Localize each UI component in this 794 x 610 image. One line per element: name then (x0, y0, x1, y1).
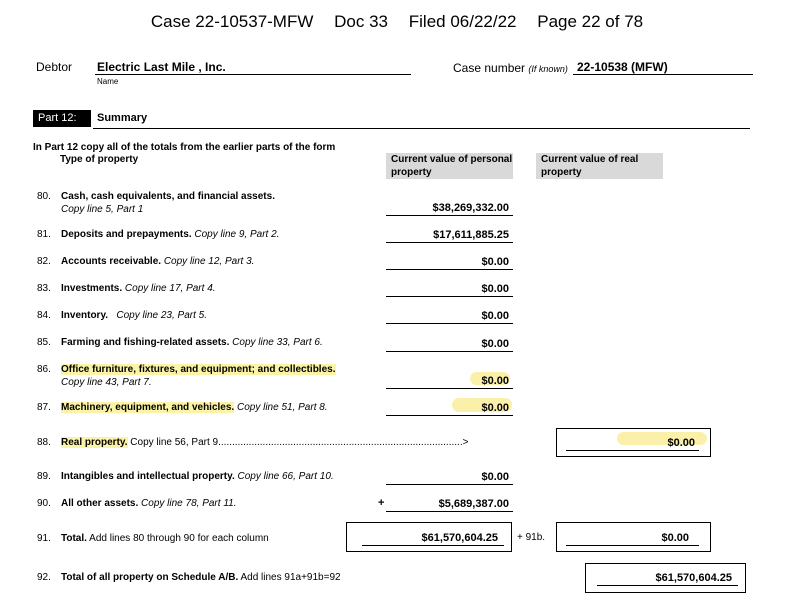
part-title: Summary (97, 112, 148, 124)
row-title: All other assets. (61, 498, 139, 509)
row-84-underline (386, 323, 513, 324)
row-number: 92. (37, 572, 51, 583)
row-number: 81. (37, 229, 51, 240)
grand-total-value: $61,570,604.25 (655, 572, 732, 584)
type-of-property-header: Type of property (60, 154, 139, 165)
row-title: Cash, cash equivalents, and financial assets. (61, 191, 275, 202)
row-90-underline (386, 511, 513, 512)
row-title: Office furniture, fixtures, and equipment; and collectibles. (61, 364, 336, 375)
case-number-value: 22-10538 (MFW) (577, 60, 668, 74)
row-copy: Copy line 43, Part 7. (61, 377, 152, 388)
row-87-value: $0.00 (481, 402, 509, 414)
case-number-underline (573, 74, 753, 75)
row-desc: Add lines 80 through 90 for each column (89, 533, 269, 544)
row-85-value: $0.00 (481, 338, 509, 350)
row-83 (37, 283, 216, 294)
row-title: Accounts receivable. (61, 256, 162, 267)
row-82-underline (386, 269, 513, 270)
row-copy: Copy line 5, Part 1 (61, 204, 144, 215)
total-real-value: $0.00 (661, 532, 689, 544)
row-copy: Copy line 9, Part 2. (194, 229, 280, 240)
row-88 (37, 437, 468, 448)
row-82 (37, 256, 254, 267)
row-number: 86. (37, 364, 51, 375)
row-title: Total. (61, 533, 87, 544)
real-property-column-header: Current value of real property (536, 153, 663, 179)
row-89-value: $0.00 (481, 471, 509, 483)
row-copy: Copy line 56, Part 9........................................................................................> (130, 437, 469, 448)
row-84-value: $0.00 (481, 310, 509, 322)
total-link-91b: + 91b. (517, 532, 546, 543)
row-title: Real property. (61, 437, 128, 448)
total-real-underline (566, 545, 699, 546)
page-number: Page 22 of 78 (537, 12, 644, 31)
row-number: 84. (37, 310, 51, 321)
row-92-grand-total (37, 572, 341, 583)
row-copy: Copy line 33, Part 6. (232, 337, 323, 348)
row-90 (37, 498, 236, 509)
row-85-underline (386, 351, 513, 352)
row-83-value: $0.00 (481, 283, 509, 295)
row-90-prefix: + (378, 497, 385, 509)
row-title: Deposits and prepayments. (61, 229, 192, 240)
debtor-name-underline (95, 74, 411, 75)
debtor-label: Debtor (36, 60, 73, 74)
row-86-underline (386, 388, 513, 389)
row-83-underline (386, 296, 513, 297)
row-copy: Copy line 78, Part 11. (141, 498, 237, 509)
page-header (0, 12, 794, 32)
row-number: 85. (37, 337, 51, 348)
row-number: 88. (37, 437, 51, 448)
row-number: 89. (37, 471, 51, 482)
case-id: Case 22-10537-MFW (150, 12, 314, 31)
row-copy: Copy line 12, Part 3. (163, 256, 255, 267)
row-title: Total of all property on Schedule A/B. (61, 572, 239, 583)
row-89-underline (386, 484, 513, 485)
row-title: Intangibles and intellectual property. (61, 471, 235, 482)
row-88-value: $0.00 (667, 437, 695, 449)
row-88-underline (566, 450, 699, 451)
total-personal-underline (362, 545, 504, 546)
total-personal-value: $61,570,604.25 (421, 532, 498, 544)
row-80 (37, 191, 275, 202)
row-desc: Add lines 91a+91b=92 (240, 572, 341, 583)
row-81-underline (386, 242, 513, 243)
row-title: Farming and fishing-related assets. (61, 337, 230, 348)
case-label-text: Case number (453, 61, 526, 75)
grand-total-underline (597, 585, 738, 586)
row-82-value: $0.00 (481, 256, 509, 268)
row-89 (37, 471, 334, 482)
row-86-value: $0.00 (481, 375, 509, 387)
row-86 (37, 364, 336, 375)
row-title: Investments. (61, 283, 123, 294)
row-copy: Copy line 66, Part 10. (237, 471, 334, 482)
row-87 (37, 402, 328, 413)
row-87-underline (386, 415, 513, 416)
row-number: 82. (37, 256, 51, 267)
row-title: Inventory. (61, 310, 109, 321)
row-91-total (37, 533, 269, 544)
row-copy: Copy line 51, Part 8. (236, 402, 328, 413)
row-title: Machinery, equipment, and vehicles. (61, 402, 235, 413)
row-number: 80. (37, 191, 51, 202)
row-number: 83. (37, 283, 51, 294)
row-copy: Copy line 17, Part 4. (124, 283, 216, 294)
part-divider (93, 128, 750, 129)
personal-property-column-header: Current value of personal property (386, 153, 513, 179)
case-number-label (453, 61, 568, 75)
part-intro: In Part 12 copy all of the totals from the earlier parts of the form (33, 142, 336, 153)
filed-date: Filed 06/22/22 (408, 12, 517, 31)
row-86-copy (61, 377, 152, 388)
row-80-underline (386, 215, 513, 216)
row-84 (37, 310, 207, 321)
row-90-value: $5,689,387.00 (438, 498, 509, 510)
row-number: 87. (37, 402, 51, 413)
row-80-copy (61, 204, 143, 215)
debtor-name: Electric Last Mile , Inc. (97, 60, 226, 74)
row-81-value: $17,611,885.25 (433, 229, 509, 241)
row-85 (37, 337, 323, 348)
debtor-name-caption: Name (97, 77, 119, 86)
row-copy: Copy line 23, Part 5. (116, 310, 207, 321)
row-80-value: $38,269,332.00 (432, 202, 509, 214)
case-label-hint: (If known) (528, 64, 568, 74)
doc-number: Doc 33 (334, 12, 389, 31)
row-number: 91. (37, 533, 51, 544)
row-number: 90. (37, 498, 51, 509)
part-tag: Part 12: (33, 110, 91, 127)
row-81 (37, 229, 279, 240)
